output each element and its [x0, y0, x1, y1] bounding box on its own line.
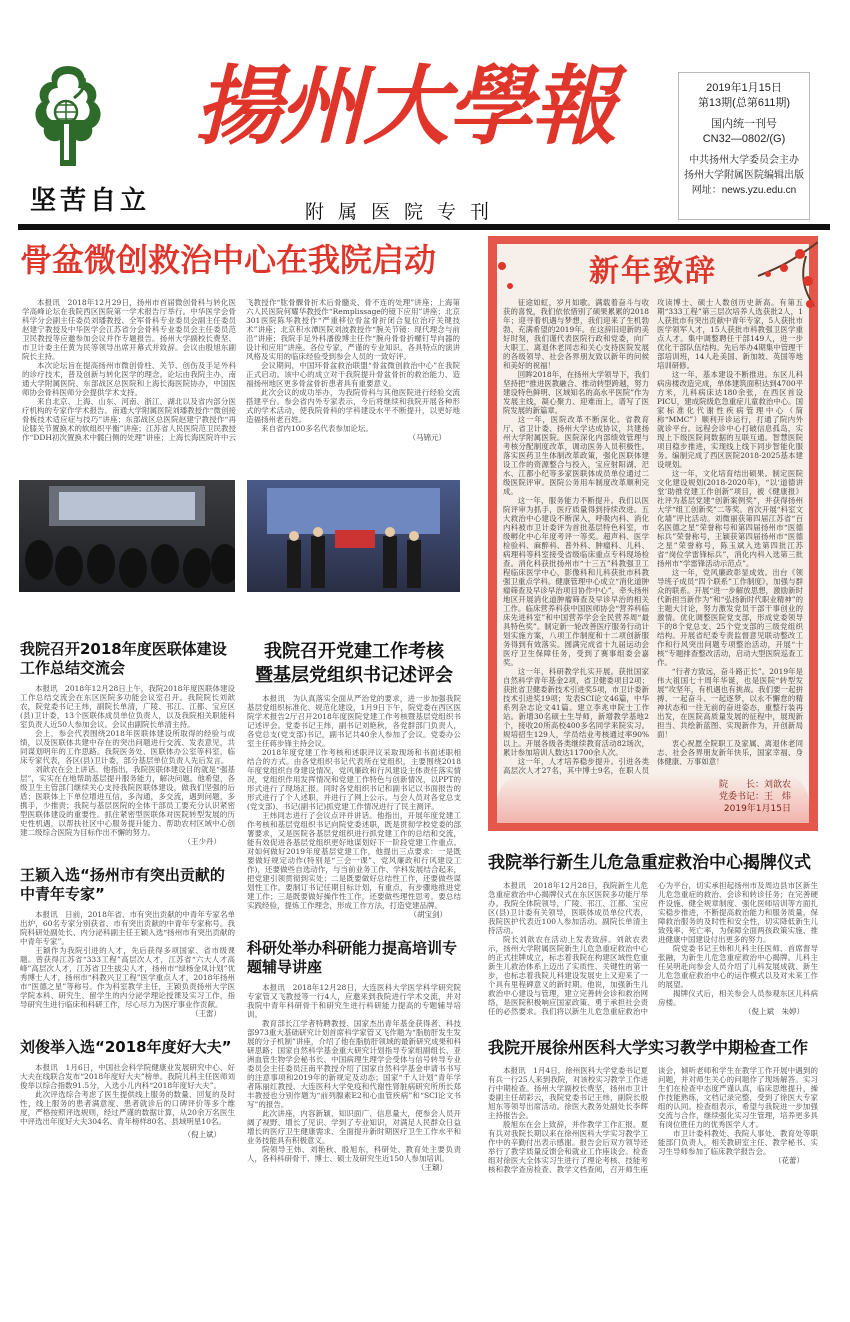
paragraph: 衷心祝愿全院职工及家属、离退休老同志、社会各界朋友新年快乐，国家幸福、身体健康、万事如意！: [657, 739, 803, 766]
paragraph: 2018年度党建工作考核和述职评议采取现场和书面述职相结合的方式。由各党组织书记代表所在党组织，主要围绕2018年度党组织自身建设情况，党风廉政和行风建设主体责任落实情况，党组织作用发挥情况和党建工作特色与创新情况，以PPT的形式进行了现场汇报。同时各党组织书记和副书记以书面报告的形式进行了个人述职，并进行了网上公示。与会人员对各党总支(党支部)、书记(副书记)抓党建工作情况进行了民主测评。: [247, 748, 461, 811]
article-medical-alliance-body: [20, 684, 235, 846]
newspaper-title: 揚州大學報: [195, 56, 615, 157]
forum-audience-image: [19, 480, 235, 592]
byline: （胡宝剑）: [409, 910, 447, 919]
headline-pelvis-center: 骨盆微创救治中心在我院启动: [20, 241, 437, 279]
headline-xuzhou: 我院开展徐州医科大学实习教学中期检查工作: [488, 1038, 809, 1057]
paragraph: “行者方致远，奋斗路正长”。2019年是伟大祖国七十周年华诞，也是医院“转型发展”攻坚年，有机遇也有挑战。我们要一起拼搏、一起奋斗、一起逐梦，以永不懈怠的精神状态和一往无前的奋进姿态，重整行装再出发，在医院高质量发展的征程中，展现新担当、共绘新蓝图、实现新作为，开创新局面！: [657, 667, 803, 739]
paragraph: 这一年，科研教学扎实开展。获批国家自然科学青年基金2项，省卫健委项目2项；获批省卫健委新技术引进奖5项，市卫计委新技术引进奖19项；发表SCI论文46篇，中华系列杂志论文41篇。建立李兆申院士工作站。新增30名硕士生导师，新增教学基地2个，接收20所高校400多名同学来院实习。规培招生129人，学员结业考核通过率90%以上。开展各级各类继续教育活动82场次，累计参加培训人数达11700余人次。: [503, 667, 649, 757]
paragraph: 院长刘歆农在活动上发表致辞。刘歆农表示，扬州大学附属医院新生儿危急重症救治中心的正式挂牌成立，标志着我院在构建区域性危重新生儿救治体系上迈出了实质性、关键性的第一步，也标志着我院儿科建设发展史上又迎来了一个具有里程碑意义的新时期。他说，加强新生儿救治中心建设与管理，建立完善转会诊和救治网络，是医院积极响应国家政策、勇于承担社会责任的必然要求。我们将以新生儿危急重症救治中心为平台，切实承担起扬州市及周边县市区新生儿危急重症的救治、会诊和转诊任务；在完善硬件设施、健全规章制度、强化医师培训等方面扎实稳步推进，不断提高救治能力和服务质量，保障救治服务的及时性和安全性，切实降低新生儿致残率、死亡率，为保障全面两孩政策实施、推进健康中国建设付出更多的努力。: [488, 881, 818, 1016]
paragraph: 王颖作为我院引进的人才，先后获得多项国家、省市级课题。曾获得江苏省“333工程”高层次人才，江苏省“六大人才高峰”高层次人才，江苏省卫生拔尖人才，扬州市“绿杨金凤计划”优秀博士人才，扬州市“科教兴卫工程”医学重点人才，2018年扬州市“医德之星”等称号。作为科室教学主任，王颖负责扬州大学医学院本科、研究生、留学生的内分泌学理论授课及实习工作，指导研究生进行临床和科研工作，尽心尽力为医疗事业作贡献。: [20, 946, 235, 1009]
byline: （王雷）: [191, 1009, 221, 1018]
headline-nicu: 我院举行新生儿危急重症救治中心揭牌仪式: [488, 853, 811, 873]
paragraph: 征途如虹，岁月如歌。满载着奋斗与收获的喜悦，我们依依惜别了硕果累累的2018年；迎寻着机遇与梦想，我们迎来了生机勃勃、充满希望的2019年。在这辞旧迎新的美好时刻，我们谨代表医院行政和党委，向广大职工、离退休老同志和关心支持医院发展的各级领导、社会各界朋友致以新年的问候和美好的祝福！: [503, 298, 649, 370]
paragraph: 揭牌仪式后，相关参会人员参观东区儿科病房楼。: [658, 989, 818, 1007]
paragraph: 此次评选综合考虑了医生提供线上服务的数量、回复的及时性，线上服务的患者满意度、患者就诊后的口碑评价等多个维度，严格按照评选规则，经过严谨的数据计算，从20余万名医生中评选出年度好大夫304名、青年榜样80名、县域明星10名。: [20, 1090, 235, 1126]
paragraph: 本报讯 2018年12月29日，扬州市首届微创骨科与转化医学高峰论坛在我院西区医院第一学术报告厅举行。中华医学会骨科学分会副主任委员刘璠教授、全军骨科专业委员会副主任委员赵建宁教授及中华医学会江苏省分会骨科专业委员会主任委员范卫民教授等应邀参加会议并作专题报告。扬州大学副校长费坚、市卫计委主任黄为民等领导出席开幕式并致辞。会议由殷旭东副院长主持。: [22, 298, 236, 361]
paragraph: 此次讲座，内容新颖、知识面广、信息量大，使参会人员开阔了视野、增长了见识、学到了专业知识，对满足人民群众日益增长的医疗卫生健康需求、全面提升新时期医疗卫生工作水平和业务技能具有积极意义。: [247, 1109, 461, 1145]
paragraph: 这一年，医院改革不断深化。省教育厅、省卫计委、扬州大学达成协议，共建扬州大学附属医院。医院深化内部绩效管理与考核分配制度改革，调动医务人员积极性。落实医药卫生体制改革政策，强化医联体建设工作的资源整合与投入，宝应射阳湖、汜水、江都小纪等多家医联体成员单位通过二级医院评审。医院公务用车制度改革顺利完成。: [503, 415, 649, 496]
article-research-body: [247, 983, 461, 1172]
paragraph: 本报讯 1月4日，徐州医科大学党委书记夏有兵一行25人来到我院，对该校实习教学工作进行中期检查。扬州大学副校长费坚，扬州市卫计委副主任胡彩云，我院党委书记王炜，副院长殷旭东等领导出席活动。徐医大教务处副处长李辉主持报告会。: [488, 1066, 648, 1120]
paragraphs: [20, 1063, 235, 1126]
byline: （王少丹）: [183, 837, 221, 846]
signature-president: 院 长：刘歆农: [718, 780, 791, 790]
paragraph: 来自北京、上海、山东、河南、浙江、湖北以及省内部分医疗机构的专家作学术报告。南通大学附属医院刘璠教授作“微创接骨板技术适应症与技巧”讲座；东部战区总医院赵建宁教授作“再论膝关节置换术的软组织平衡”讲座；江苏省人民医院范卫民教授作“DDH初次置换术中髋臼侧的处理”讲座；上海长海医院许中云飞教授作“肱骨髁骨折术后骨髓炎、骨不连的处理”讲座；上海第六人民医院何耀华教授作“Remplissage的镜下应用”讲座；北京301医院陈华教授作“严重移位骨盆骨折闭合复位治疗关键技术”讲座；北京积水潭医院刘波教授作“腕关节镜：现代理念与前沿”讲座；我院手足外科潘俊博主任作“腕舟骨骨折螺钉导向器的设计和应用”讲座。各位专家，严谨的专业知识、各具特点的演讲风格及实用的临床经验受到参会人员的一致好评。: [22, 298, 460, 442]
paragraph: 院领导王炜、刘艳秋、殷旭东，科研处、教育处主要负责人，各科科研骨干、博士、硕士及研究生近150人参加培训。: [247, 1145, 461, 1163]
paragraph: 这一年，文化培育结出硕果。制定医院文化建设规划(2018-2020年)，“以‘道德讲堂’助推党建工作创新”项目，被《健康报》社评为基层党建“创新案例奖”，并获得扬州大学“组工创新奖”二等奖。首次开展“科室文化墙”评比活动。刘微丽获第四届江苏省“百名医德之星”荣誉称号和第四届扬州市“医德标兵”荣誉称号，王颖获第四届扬州市“医德之星”荣誉称号，陈玉斌入选第四批江苏省“岗位学雷锋标兵”，消化内科入选第三批扬州市“学雷锋活动示范点”。: [657, 469, 803, 568]
headline-liujunju: 刘俊举入选“2018年度好大夫”: [20, 1038, 232, 1056]
paragraph: 本报讯 2018年12月28日，我院新生儿危急重症救治中心揭牌仪式在东区医院多功能厅举办。我院全体院领导，广陵、邗江、江都、宝应区(县)卫计委有关领导，医联体成员单位代表，我院医护代表近100人参加活动。副院长单清主持活动。: [488, 881, 648, 935]
website: 网址：news.yzu.edu.cn: [691, 185, 797, 196]
paragraph: 院党委书记王炜和儿科主任医师、首席督导张融，为新生儿危急重症救治中心揭牌。儿科主任吴明赴向参会人员介绍了儿科发展成就、新生儿危急重症救治中心的运作模式以及对未来工作的展望。: [658, 944, 818, 989]
forum-photo: [19, 480, 235, 592]
left-column: [20, 640, 235, 1139]
paragraph: 刘歆农在会上讲话。他指出，我院医联体建设目的就是“强基层”，实实在在地帮助基层提升服务能力，解决问题。他希望，各级卫生主管部门继续关心支持我院医联体建设，做我们坚强的后盾；医联体上下单位增进互信，多沟通，多交流，遇到问题，多携手，少推责；我院与基层医院的全体干部员工要充分认识紧密型医联体建设的重要性。抓住紧密型医联体对医院转型发展的历史性机遇，以帮扶社区中心服务提升能力、帮助农村区域中心创建二级综合医院为目标作出不懈的努力。: [20, 765, 235, 837]
signature-date: 2019年1月15日: [723, 804, 791, 814]
paragraph: 会议期间，中国环骨盆救治联盟“骨盆微创救治中心”在我院正式启动。该中心的成立对于我院提升骨盆骨折的救治能力、造福扬州地区更多骨盆骨折患者具有重要意义。: [246, 361, 460, 388]
serial-number: CN32—0802/(G): [702, 133, 786, 145]
paragraph: 这一年，人才培养稳步提升。引进各类高层次人才27名，其中博士9名，在职人员攻读博士、硕士人数创历史新高。有第五期“333工程”第三层次培养人选获批2人，1人获批市有突出贡献中青年专家，5人获批市医学领军人才，15人获批市科教强卫医学重点人才。集中调整聘任干部149人，进一步优化干部队伍结构。先后举办4期集中管理干部培训班，14人赴美国、新加坡、英国等地培训研修。: [503, 298, 803, 775]
new-year-title: 新年致辞: [589, 254, 717, 289]
headline-party-review-line1: 我院召开党建工作考核: [264, 641, 444, 662]
university-logo: [30, 62, 106, 170]
paragraph: 会上，参会代表围绕2018年医联体建设所取得的经验与成绩，以及医联体共建中存在的突出问题进行交流、发表意见，共同谋划明年的工作思路。我院医务处、医联体办公室等科室，临床专家代表，各区(县)卫计委，部分基层单位负责人先后发言。: [20, 729, 235, 765]
paragraphs: [22, 298, 460, 442]
article-xuzhou-body: [488, 1066, 818, 1174]
byline: （倪上斌）: [183, 1130, 221, 1139]
serial-label: 国内统一刊号: [711, 118, 777, 130]
paragraph: 本次论坛旨在提高扬州市微创骨柱、关节、创伤及手足外科的诊疗技术，普及创新与转化医学的理念。论坛由我院主办，南通大学附属医院、东部战区总医院和上海长海医院协办，中国医师协会骨科医师分会提供学术支持。: [22, 361, 236, 397]
article-nicu-body: [488, 881, 818, 1016]
paragraph: 本报讯 2018年12月28日上午，我院2018年度医联体建设工作总结交流会在东区医院多功能会议室召开。我院院长刘歆农，院党委书记王炜，副院长单清，广陵、邗江、江都、宝应区(县)卫计委，13个医联体成员单位负责人，以及我院相关职能科室负责人近50人参加会议。会议由副院长单清主持。: [20, 684, 235, 729]
editor: 扬州大学附属医院编辑出版: [684, 170, 804, 181]
issue-number: 第13期(总第611期): [697, 97, 791, 109]
headline-party-review-line2: 暨基层党组织书记述评会: [255, 665, 453, 686]
paragraph: 本报讯 1月6日，中国社会科学院健康业发展研究中心、好大夫在线联合发布“2018年度好大夫”榜单。我院儿科主任医师刘俊举以综合指数91.5分，入选小儿内科“2018年度好大夫”。: [20, 1063, 235, 1090]
new-year-signature: [503, 779, 803, 815]
new-year-text: [503, 298, 803, 775]
paragraph: 来自省内100多名代表参加论坛。: [261, 424, 373, 433]
paragraph: 本报讯 为认真落实全面从严治党的要求，进一步加强我院基层党组织标准化、规范化建设，1月9日下午，院党委在西区医院学术报告2厅召开2018年度医院党建工作考核暨基层党组织书记述评会。党委书记王炜，副书记刘艳秋，各党群部门负责人，各党总支(党支部)书记，副书记共40余人参加了会议。党委办公室主任蒋步锋主持会议。: [247, 694, 461, 748]
headline-medical-alliance: 我院召开2018年度医联体建设工作总结交流会: [20, 640, 227, 677]
signature-secretary: 党委书记：王 炜: [718, 792, 791, 802]
paragraph: 这一年，服务能力不断提升。我们以医院评审为抓手，医疗质量得到持续改进。五大救治中心建设不断深入，呼吸内科、消化内科被市卫计委评为首批基层特色科室，市级孵化中心年度考评一等奖。超声科、医学检验科、麻醉科、普外科、肿瘤科、儿科、病理科等科室接受省级临床重点专科现场检查。消化科获批扬州市“十三五”科教强卫工程临床医学中心，影像科和儿科获批市科教强卫重点学科。健康管理中心成立“消化道肿瘤筛查及早诊早治项目协作中心”，牵头扬州地区开展消化道肿瘤筛查及早诊早治的相关工作。临床营养科获中国医师协会“营养科临床先进科室”和中国营养学会全民营养周“最具特色奖”。制定新一轮改善医疗服务行动计划实施方案，八项工作制度和十二项创新服务得到有效落实。圆满完成省十九届运动会医疗卫生保障任务，受到了赛事组委会嘉奖。: [503, 496, 649, 667]
headline-research-lecture: 科研处举办科研能力提高培训专题辅导讲座: [247, 939, 458, 976]
byline: （倪上斌 朱婷）: [744, 1007, 804, 1016]
paragraph: 教育部长江学者特聘教授、国家杰出青年基金获得者、科技部973重大基础研究计划首席科学家管又飞作题为“脂肪肝发生发展的分子机制”讲座，介绍了他在脂肪肝领域的最新研究成果和科研思路；国家自然科学基金重大研究计划指导专家组副组长、亚洲血管生物学会秘书长、中国病理生理学会受体与信号转导专业委员会主任委员汪南平教授介绍了国家自然科学基金申请书书写的注意事项和2019年的新规定及动态；国家“千人计划”青年学者陈丽红教授、大连医科大学免疫和代谢性肾脏病研究所所长郑丰教授也分别作题为“前列腺素E2和心血管疾病”和“SCI论文书写”的报告。: [247, 1019, 461, 1109]
motto: 坚苦自立: [30, 186, 151, 216]
article-pelvis-body: [22, 298, 460, 442]
paragraph: 市卫计委科教处、我院人事处、教育处等职能部门负责人，相关教研室主任、教学秘书、实习生导师参加了临床教学报告会。: [658, 1129, 818, 1156]
paragraph: 本报讯 日前，2018年省、市有突出贡献的中青年专家名单出炉，60名专家分别获省、市有突出贡献的中青年专家称号。我院科研处副处长、内分泌科副主任王颖入选“扬州市有突出贡献的中青年专家”。: [20, 910, 235, 946]
paragraphs: [503, 298, 803, 775]
middle-column: [247, 640, 461, 1172]
paragraph: 此次会议的成功举办，为我院骨科与其他医院进行经验交流搭建平台。参会省内外专家表示，今后将继续和我院开展各种形式的学术活动，使我院骨科的学科建设水平不断提升，以更好地造福扬州老百姓。: [246, 388, 460, 424]
byline: （花蕾）: [774, 1156, 804, 1165]
paragraph: 这一年，基本建设不断推进。东区儿科病房楼改造完成，单体建筑面积达到4700平方米，儿科病床达180余张，在西区首设PICU，建成院级危急重症儿童救治中心。国家标准化代谢性疾病管理中心（简称“MMC”）顺利开诊运行，打通了院内外就诊平台。远程会诊中心打破信息孤岛，实现上下级医院间数据的互联互通。智慧医院项目稳步推进，实现线上线下同步智能化服务。编制完成了西区医院2018-2025基本建设规划。: [657, 370, 803, 469]
issue-date: 2019年1月15日: [706, 82, 782, 94]
unveiling-photo: [247, 480, 460, 592]
byline: （马锦元）: [408, 433, 446, 442]
issue-info-box: [678, 72, 810, 220]
headline-wangying: 王颖入选“扬州市有突出贡献的中青年专家”: [20, 866, 225, 903]
paragraph: 殷旭东在会上致辞，并作教学工作汇报。夏有兵对我院长期以来在徐州医科大学实习教学工作中的辛勤付出表示感谢。报告会后双方领导还举行了教学质量反馈会和就业工作座谈会。检查组对徐医大全体实习生进行了理论考核、技能考核和教学查房检查、教学文档查阅，召开师生座谈会，倾听老师和学生在教学工作开展中遇到的问题，并对师生关心的问题作了现场解答。实习生们在检查中态度严谨认真，临床思维提升，操作技能熟练，文档记录完整，受到了徐医大专家组的认同。检查组表示，希望与我院进一步加强交流与合作，继续强化实习生管理，培养更多具有岗位胜任力的优秀医学人才。: [488, 1066, 818, 1174]
article-wangying-body: [20, 910, 235, 1018]
paragraph: 本报讯 2018年12月28日，大连医科大学医学科学研究院专家管又飞教授等一行4人，应邀来到我院进行学术交流，并对我院中青年科研骨干和研究生进行科研能力提高的专题辅导培训。: [247, 983, 461, 1019]
paragraphs: [20, 684, 235, 837]
paragraphs: [247, 983, 461, 1163]
paragraphs: [247, 694, 461, 910]
sponsor: 中共扬州大学委员会主办: [689, 155, 799, 166]
byline: （王颖）: [417, 1163, 447, 1172]
new-year-greeting-box: [488, 236, 818, 831]
paragraph: 王炜同志进行了会议点评并讲话。他指出，开展年度党建工作考核和基层党组织书记向院党委述职，既是贯彻学校党委的部署要求，又是医院各基层党组织进行抓党建工作的总结和交流，能有效促进各基层党组织更好地谋划好下一阶段党建工作重点。对如何做好2019年度基层党建工作，他提出三点要求：一是既要做好规定动作(特别是“三会一课”、党风廉政和行风建设工作)，还要做些自选动作，与当前业务工作、学科发展结合起来，把党建引领贯彻到实处；二是既要做好总结性工作，还要做些谋划性工作。要制订书记任期目标计划，有重点，有步骤地推进党建工作；三是既要做好操作性工作，还要做些理性思考。要总结实践经验，提炼工作理念，形成工作方法，打造党建品牌。: [247, 811, 461, 910]
paragraph: 回眸2018年，在扬州大学领导下，我们坚持把“推进医教融合、推动转型跨越，努力建设特色鲜明、区域知名的高水平医院”作为发展主线，凝心聚力、迎难而上，谱写了医院发展的新篇章。: [503, 370, 649, 415]
article-liujunju-body: [20, 1063, 235, 1139]
special-edition-label: 附属医院专刊: [305, 201, 504, 223]
paragraphs: [488, 881, 818, 1016]
article-party-body: [247, 694, 461, 919]
right-column: [488, 236, 818, 1174]
unveiling-ceremony-image: [247, 480, 460, 592]
masthead-divider: [18, 224, 830, 230]
paragraph: 这一年，党风廉政彰显成效。出台《领导班子成员“四个联系”工作制度》，加强与群众的联系。开展“进一步解放思想，激励新时代新担当新作为”和“弘扬新时代职业精神”的主题大讨论，努力激发党员干部干事创业的激情。优化调整医院党支部，形成党委领导下的8个党总支、25个党支部的三级党组织结构。开展省纪委专责监督意见联动整改工作和行风突出问题专项整治活动，开展“十核”专题排查整改活动，启动大型医院巡查工作。: [657, 568, 803, 667]
paragraphs: [20, 910, 235, 1009]
